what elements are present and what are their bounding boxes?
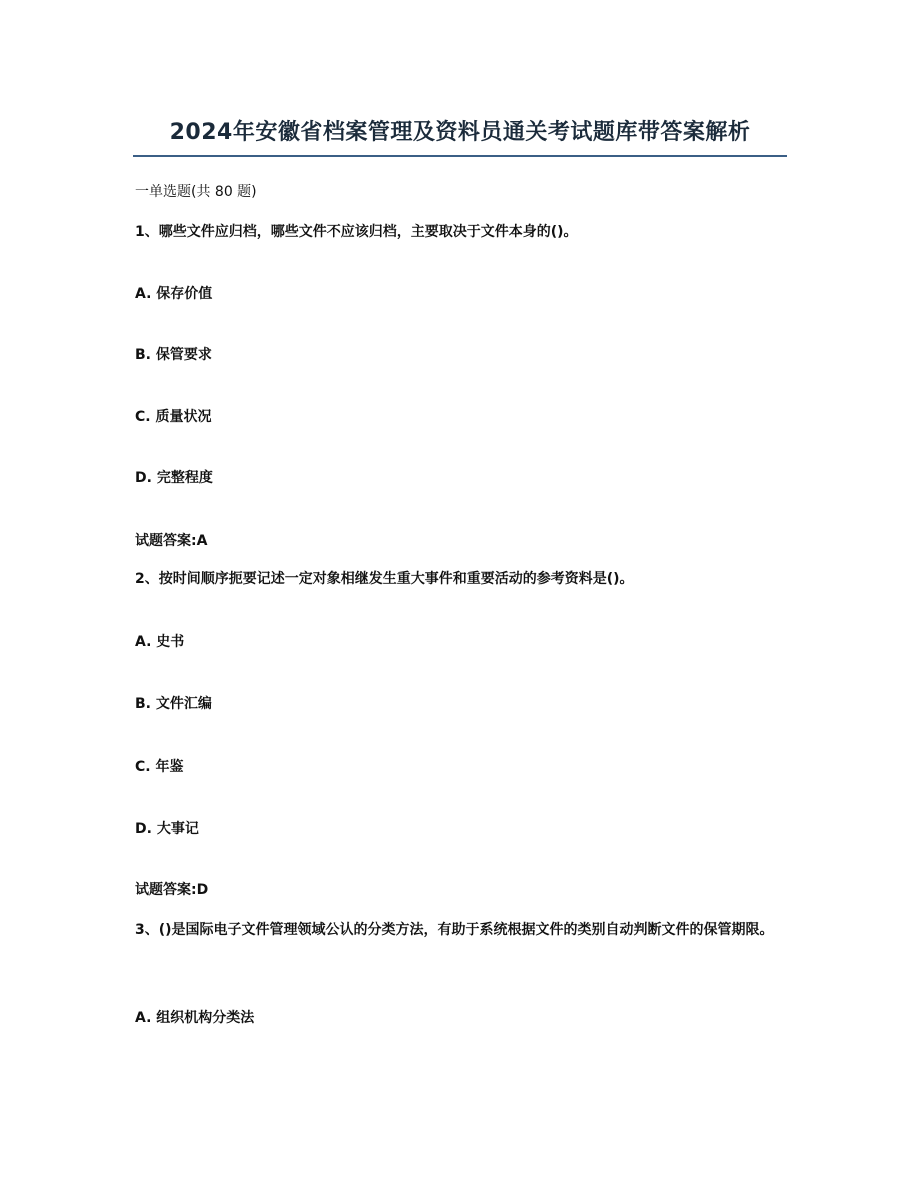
question-stem: 1、哪些文件应归档，哪些文件不应该归档，主要取决于文件本身的()。 [135, 224, 578, 240]
question-stem: 3、()是国际电子文件管理领域公认的分类方法，有助于系统根据文件的类别自动判断文件的保管期限。 [135, 922, 774, 938]
option-b: B. 保管要求 [135, 347, 212, 363]
option-c: C. 年鉴 [135, 759, 184, 775]
answer-line: 试题答案:A [135, 533, 208, 549]
option-a: A. 组织机构分类法 [135, 1010, 255, 1026]
answer-line: 试题答案:D [135, 882, 209, 898]
option-d: D. 大事记 [135, 821, 199, 837]
option-a: A. 保存价值 [135, 286, 213, 302]
option-d: D. 完整程度 [135, 470, 213, 486]
page-title: 2024年安徽省档案管理及资料员通关考试题库带答案解析 [169, 120, 751, 145]
section-heading: 一单选题(共 80 题) [135, 184, 257, 200]
option-c: C. 质量状况 [135, 409, 212, 425]
option-a: A. 史书 [135, 634, 185, 650]
question-stem: 2、按时间顺序扼要记述一定对象相继发生重大事件和重要活动的参考资料是()。 [135, 571, 634, 587]
option-b: B. 文件汇编 [135, 696, 212, 712]
title-divider [133, 155, 787, 157]
